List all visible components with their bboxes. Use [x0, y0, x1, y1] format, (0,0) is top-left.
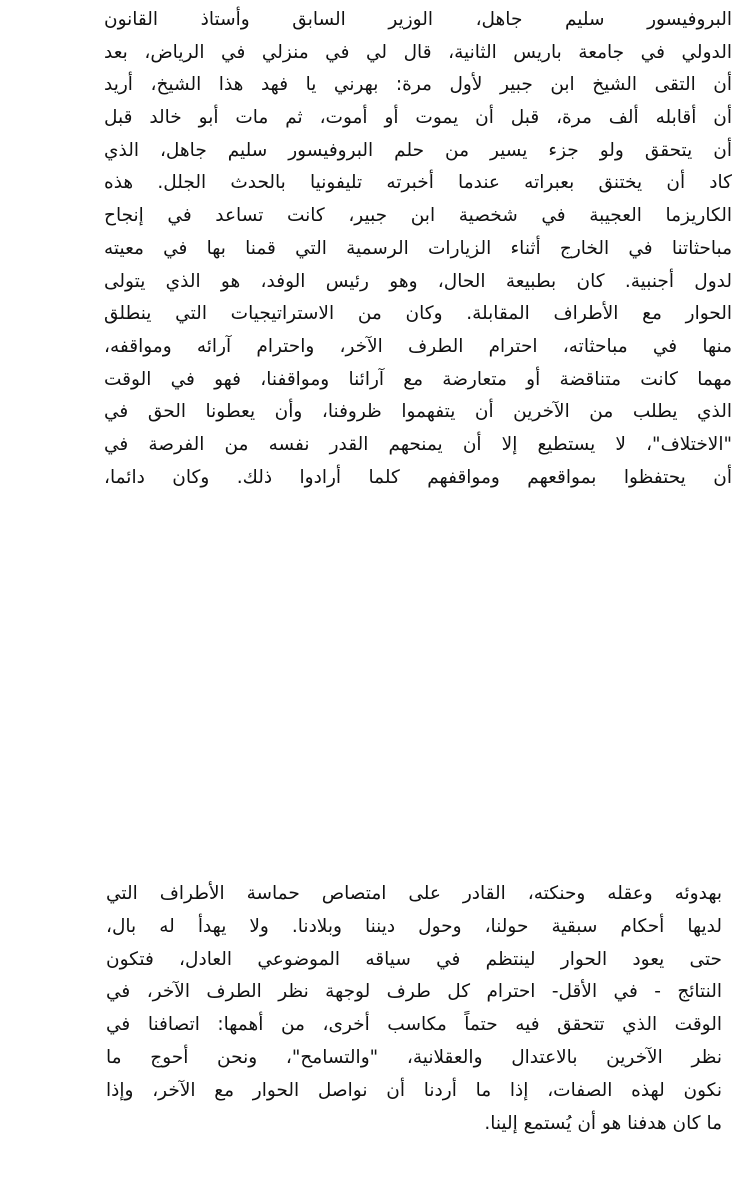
text-line: أن أقابله ألف مرة، قبل أن يموت أو أموت، ثم مات أبو خالد قبل [104, 107, 732, 129]
text-line: نكون لهذه الصفات، إذا ما أردنا أن نواصل الحوار مع الآخر، وإذا [106, 1079, 722, 1101]
text-line: منها في مباحثاته، احترام الطرف الآخر، واحترام آرائه ومواقفه، [104, 335, 732, 357]
text-line: الذي يطلب من الآخرين أن يتفهموا ظروفنا، وأن يعطونا الحق في [104, 401, 732, 423]
paragraph-top [104, 4, 732, 494]
text-line: البروفيسور سليم جاهل، الوزير السابق وأستاذ القانون [104, 9, 732, 30]
text-line: أن يتحقق ولو جزء يسير من حلم البروفيسور سليم جاهل، الذي [104, 139, 732, 161]
paragraph-bottom [106, 878, 722, 1140]
text-line: أن يحتفظوا بمواقعهم ومواقفهم كلما أرادوا ذلك. وكان دائما، [104, 466, 732, 488]
text-line: النتائج - في الأقل- احترام كل طرف لوجهة نظر الطرف الآخر، في [106, 981, 722, 1003]
text-line: ما كان هدفنا هو أن يُستمع إلينا. [484, 1112, 722, 1134]
text-line: "الاختلاف"، لا يستطيع إلا أن يمنحهم القدر نفسه من الفرصة في [104, 433, 732, 455]
text-line: الدولي في جامعة باريس الثانية، قال لي في منزلي في الرياض، بعد [104, 41, 732, 63]
text-line: لديها أحكام سبقية حولنا، وحول ديننا وبلادنا. ولا يهدأ له بال، [106, 915, 722, 937]
text-line: الوقت الذي تتحقق فيه حتماً مكاسب أخرى، من أهمها: اتصافنا في [106, 1014, 722, 1036]
text-line: الحوار مع الأطراف المقابلة. وكان من الاستراتيجيات التي ينطلق [104, 303, 732, 325]
text-line: الكاريزما العجيبة في شخصية ابن جبير، كانت تساعد في إنجاح [104, 205, 732, 227]
text-line: بهدوئه وعقله وحنكته، القادر على امتصاص حماسة الأطراف التي [106, 883, 722, 904]
text-line: لدول أجنبية. كان بطبيعة الحال، وهو رئيس الوفد، هو الذي يتولى [104, 270, 732, 292]
text-line: حتى يعود الحوار لينتظم في سياقه الموضوعي العادل، فتكون [106, 948, 722, 970]
text-line: نظر الآخرين بالاعتدال والعقلانية، "والتسامح"، ونحن أحوج ما [106, 1046, 722, 1068]
text-line: مباحثاتنا في الخارج أثناء الزيارات الرسمية التي قمنا بها في معيته [104, 237, 732, 259]
text-line: أن التقى الشيخ ابن جبير لأول مرة: بهرني يا فهد هذا الشيخ، أريد [104, 74, 732, 96]
text-line: مهما كانت متناقضة أو متعارضة مع آرائنا ومواقفنا، فهو في الوقت [104, 368, 732, 390]
text-line: كاد أن يختنق بعبراته عندما أخبرته تليفونيا بالحدث الجلل. هذه [104, 172, 732, 194]
